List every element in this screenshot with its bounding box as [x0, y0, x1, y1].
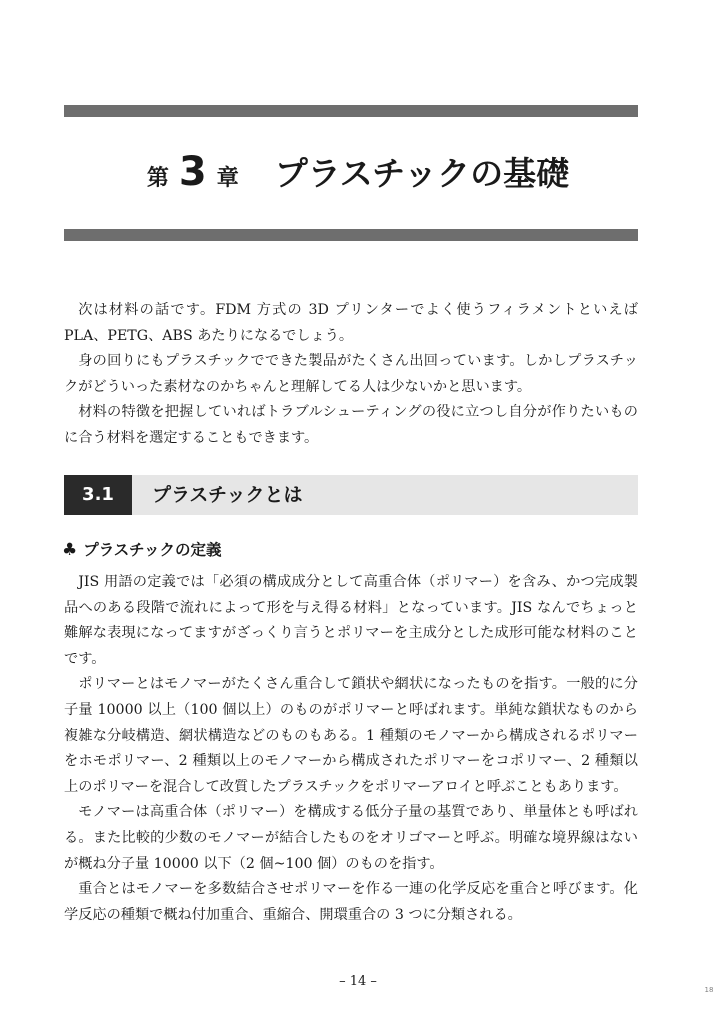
body-paragraph-4: 重合とはモノマーを多数結合させポリマーを作る一連の化学反応を重合と呼びます。化学反応の種類で概ね付加重合、重縮合、開環重合の 3 つに分類される。	[64, 881, 638, 923]
intro-paragraph-1: 次は材料の話です。FDM 方式の 3D プリンターでよく使うフィラメントといえば PLA、PETG、ABS あたりになるでしょう。	[64, 302, 638, 344]
chapter-suffix: 章	[216, 166, 239, 191]
side-page-mark: 18	[704, 986, 714, 994]
page-number: – 14 –	[339, 974, 377, 989]
body-paragraph-1: JIS 用語の定義では「必須の構成成分として高重合体（ポリマー）を含み、かつ完成製品へのある段階で流れによって形を与え得る材料」となっています。JIS なんでちょっと難解な表現になってますがざっくり言うとポリマーを主成分とした成形可能な材料のことです。	[64, 574, 638, 667]
chapter-title: プラスチックの基礎	[274, 154, 570, 193]
intro-paragraph-3: 材料の特徴を把握していればトラブルシューティングの役に立つし自分が作りたいものに合う材料を選定することもできます。	[64, 404, 638, 446]
subsection-heading	[62, 538, 222, 562]
chapter-top-rule	[64, 105, 638, 117]
section-number: 3.1	[64, 475, 132, 515]
body-paragraph-3: モノマーは高重合体（ポリマー）を構成する低分子量の基質であり、単量体とも呼ばれる。また比較的少数のモノマーが結合したものをオリゴマーと呼ぶ。明確な境界線はないが概ね分子量 10000 以下（2 個~100 個）のものを指す。	[64, 804, 638, 872]
intro-paragraph-2: 身の回りにもプラスチックでできた製品がたくさん出回っています。しかしプラスチックがどういった素材なのかちゃんと理解してる人は少ないかと思います。	[64, 353, 638, 395]
body-paragraph-2: ポリマーとはモノマーがたくさん重合して鎖状や網状になったものを指す。一般的に分子量 10000 以上（100 個以上）のものがポリマーと呼ばれます。単純な鎖状なものから複雑な分岐構造、網状構造などのものもある。1 種類のモノマーから構成されるポリマーをホモポリマー、2 種類以上のモノマーから構成されたポリマーをコポリマー、2 種類以上のポリマーを混合して改質したプラスチックをポリマーアロイと呼ぶこともあります。	[64, 676, 638, 795]
chapter-heading	[0, 150, 716, 201]
body-text	[64, 570, 638, 928]
section-title: プラスチックとは	[152, 484, 303, 506]
club-icon: ♣	[62, 540, 78, 560]
chapter-prefix: 第	[146, 166, 169, 191]
subsection-title: プラスチックの定義	[83, 541, 222, 559]
chapter-bottom-rule	[64, 229, 638, 241]
section-heading	[64, 475, 638, 515]
chapter-number: 3	[178, 149, 207, 195]
intro-text	[64, 298, 638, 452]
